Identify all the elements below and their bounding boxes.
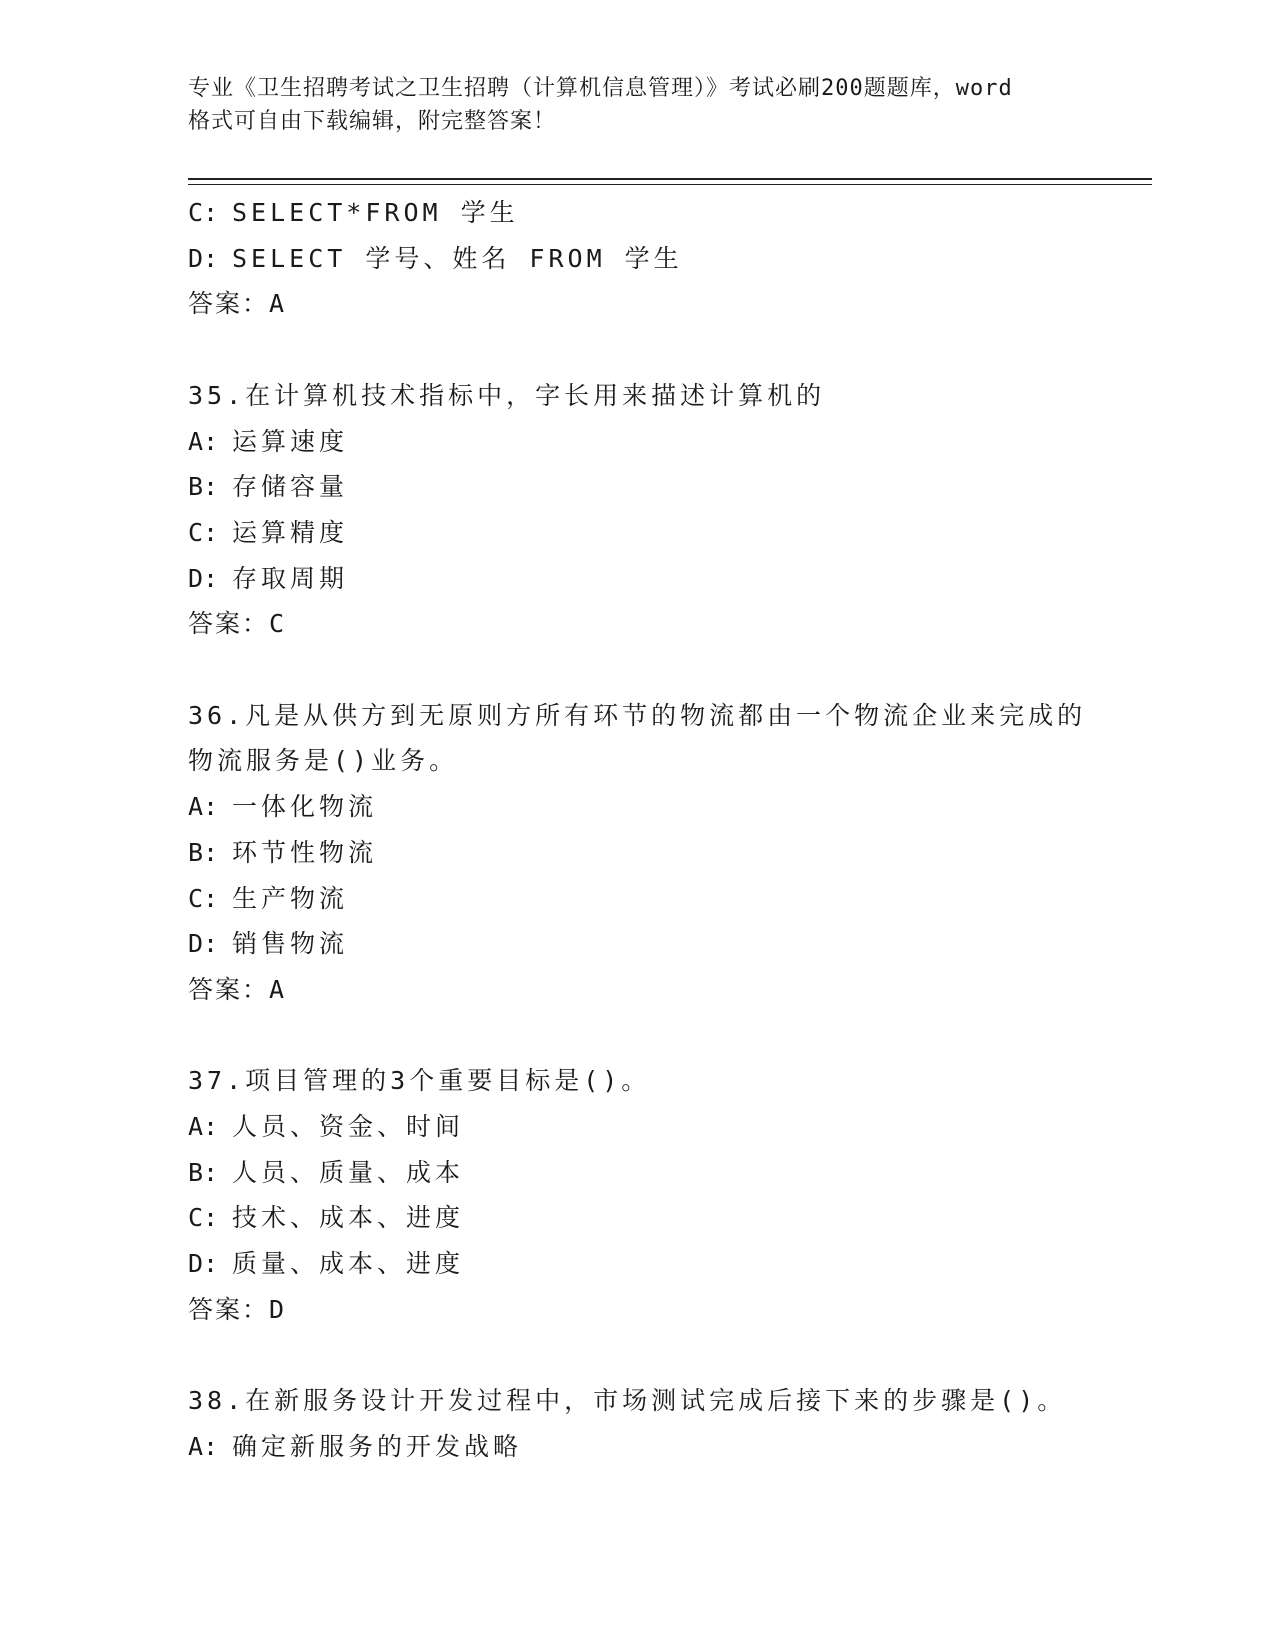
spacer [188,647,1118,693]
answer-value: C [269,609,287,639]
option-text: 人员、资金、时间 [232,1112,465,1142]
option-b [188,830,1118,876]
option-letter: A: [188,426,219,456]
option-b [188,464,1118,510]
option-letter: C: [188,883,219,913]
question-block-35 [188,373,1118,647]
answer-label: 答案： [188,289,270,319]
option-letter: B: [188,1157,219,1187]
option-d [188,556,1118,602]
question-block-36 [188,693,1118,1013]
option-c [188,510,1118,556]
option-letter: D: [188,563,219,593]
option-text: 人员、质量、成本 [232,1157,465,1187]
option-text: 销售物流 [232,929,349,959]
option-letter: A: [188,792,219,822]
option-text: 运算速度 [232,426,349,456]
option-a [188,784,1118,830]
answer-value: D [269,1294,287,1324]
option-a [188,1424,1118,1470]
option-c [188,876,1118,922]
question-text: 37.项目管理的3个重要目标是()。 [188,1066,651,1096]
option-d [188,921,1118,967]
option-text: 确定新服务的开发战略 [232,1431,523,1461]
option-letter: A: [188,1112,219,1142]
option-c [188,190,1118,236]
question-block-37 [188,1058,1118,1332]
option-c [188,1195,1118,1241]
option-text: 环节性物流 [232,837,378,867]
option-letter: D: [188,929,219,959]
answer-line [188,281,1118,327]
option-letter: D: [188,1249,219,1279]
option-a [188,419,1118,465]
header-divider-thick [188,178,1152,180]
option-text: SELECT*FROM 学生 [232,198,519,227]
question-list [188,190,1118,1470]
header-title-line-2: 格式可自由下载编辑，附完整答案！ [188,109,557,134]
option-letter: A: [188,1431,219,1461]
header-divider-thin [188,184,1152,185]
answer-value: A [269,289,287,319]
spacer [188,1333,1118,1379]
question-block-38 [188,1378,1118,1469]
option-letter: C: [188,198,219,227]
question-block-partial [188,190,1118,327]
question-text: 38.在新服务设计开发过程中，市场测试完成后接下来的步骤是()。 [188,1386,1067,1416]
option-text: 存储容量 [232,472,349,502]
option-text: 存取周期 [232,563,349,593]
document-header [188,72,1088,138]
question-text-line-1: 36.凡是从供方到无原则方所有环节的物流都由一个物流企业来完成的 [188,700,1087,730]
option-letter: C: [188,1203,219,1233]
option-text: 一体化物流 [232,792,378,822]
answer-line [188,967,1118,1013]
answer-line [188,1287,1118,1333]
answer-label: 答案： [188,609,270,639]
question-text-line-2: 物流服务是()业务。 [188,746,459,776]
option-text: SELECT 学号、姓名 FROM 学生 [232,243,683,273]
answer-label: 答案： [188,1294,270,1324]
option-text: 技术、成本、进度 [232,1203,465,1233]
option-letter: B: [188,472,219,502]
option-a [188,1104,1118,1150]
option-letter: B: [188,837,219,867]
answer-label: 答案： [188,974,270,1004]
question-text: 35.在计算机技术指标中，字长用来描述计算机的 [188,380,826,410]
option-text: 生产物流 [232,883,349,913]
option-text: 质量、成本、进度 [232,1249,465,1279]
option-d [188,1241,1118,1287]
spacer [188,327,1118,373]
option-letter: D: [188,243,219,273]
option-letter: C: [188,517,219,547]
option-text: 运算精度 [232,517,349,547]
header-title-line-1: 专业《卫生招聘考试之卫生招聘（计算机信息管理）》考试必刷200题题库，word [188,76,1013,101]
answer-value: A [269,974,287,1004]
spacer [188,1013,1118,1059]
option-d [188,236,1118,282]
answer-line [188,601,1118,647]
option-b [188,1150,1118,1196]
